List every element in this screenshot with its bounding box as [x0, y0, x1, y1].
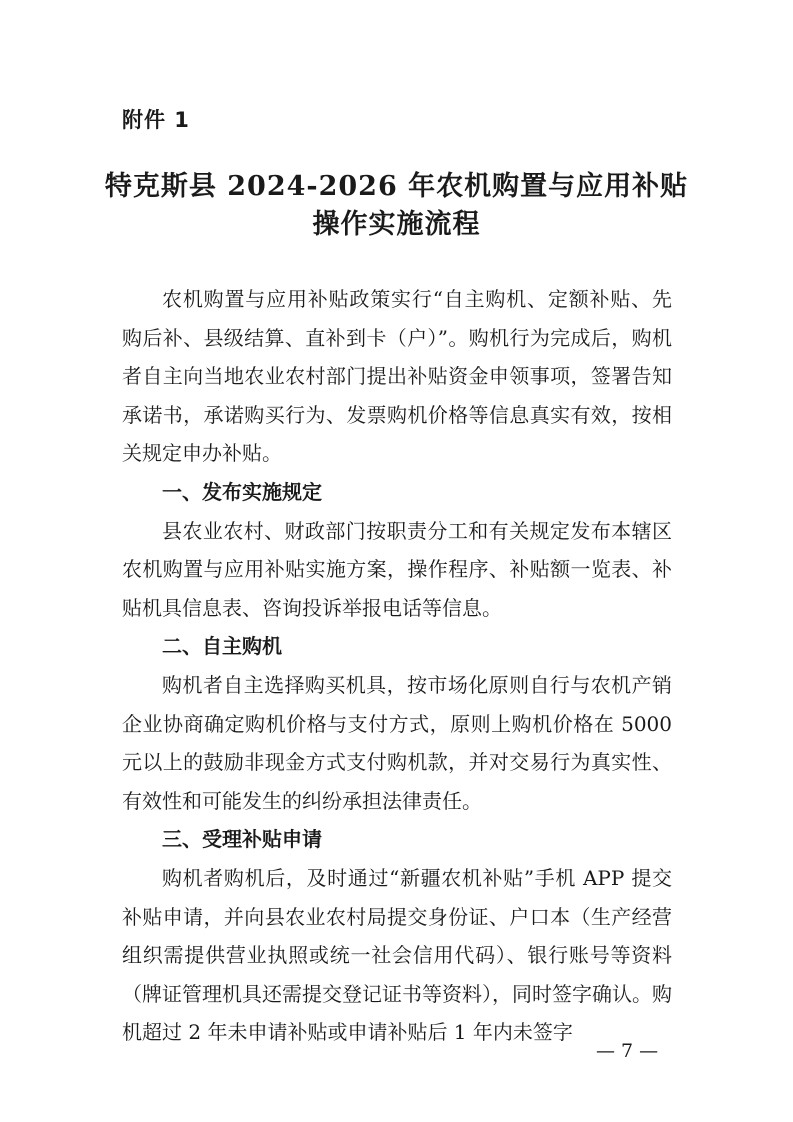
section-paragraph-2: 购机者自主选择购买机具，按市场化原则自行与农机产销企业协商确定购机价格与支付方式，原则上购机价格在 5000 元以上的鼓励非现金方式支付购机款，并对交易行为真实性、有效性和可能发生的纠纷承担法律责任。: [122, 672, 672, 813]
document-title-line-2: 操作实施流程: [312, 209, 481, 240]
section-heading-1: 一、发布实施规定: [162, 479, 322, 504]
page-number: — 7 —: [596, 1040, 659, 1062]
section-heading-3: 三、受理补贴申请: [162, 827, 322, 852]
attachment-label: 附件 1: [122, 108, 190, 132]
section-paragraph-3: 购机者购机后，及时通过“新疆农机补贴”手机 APP 提交补贴申请，并向县农业农村局提交身份证、户口本（生产经营组织需提供营业执照或统一社会信用代码）、银行账号等资料（牌证管理机具还需提交登记证书等资料），同时签字确认。购机超过 2 年未申请补贴或申请补贴后 1 年内未签字: [122, 865, 672, 1045]
section-heading-2: 二、自主购机: [162, 634, 282, 659]
document-title-line-1: 特克斯县 2024-2026 年农机购置与应用补贴: [104, 171, 689, 202]
document-body: [122, 280, 672, 1052]
intro-paragraph: 农机购置与应用补贴政策实行“自主购机、定额补贴、先购后补、县级结算、直补到卡（户）”。购机行为完成后，购机者自主向当地农业农村部门提出补贴资金申领事项，签署告知承诺书，承诺购买行为、发票购机价格等信息真实有效，按相关规定申办补贴。: [122, 287, 672, 466]
section-paragraph-1: 县农业农村、财政部门按职责分工和有关规定发布本辖区农机购置与应用补贴实施方案，操作程序、补贴额一览表、补贴机具信息表、咨询投诉举报电话等信息。: [122, 518, 672, 620]
